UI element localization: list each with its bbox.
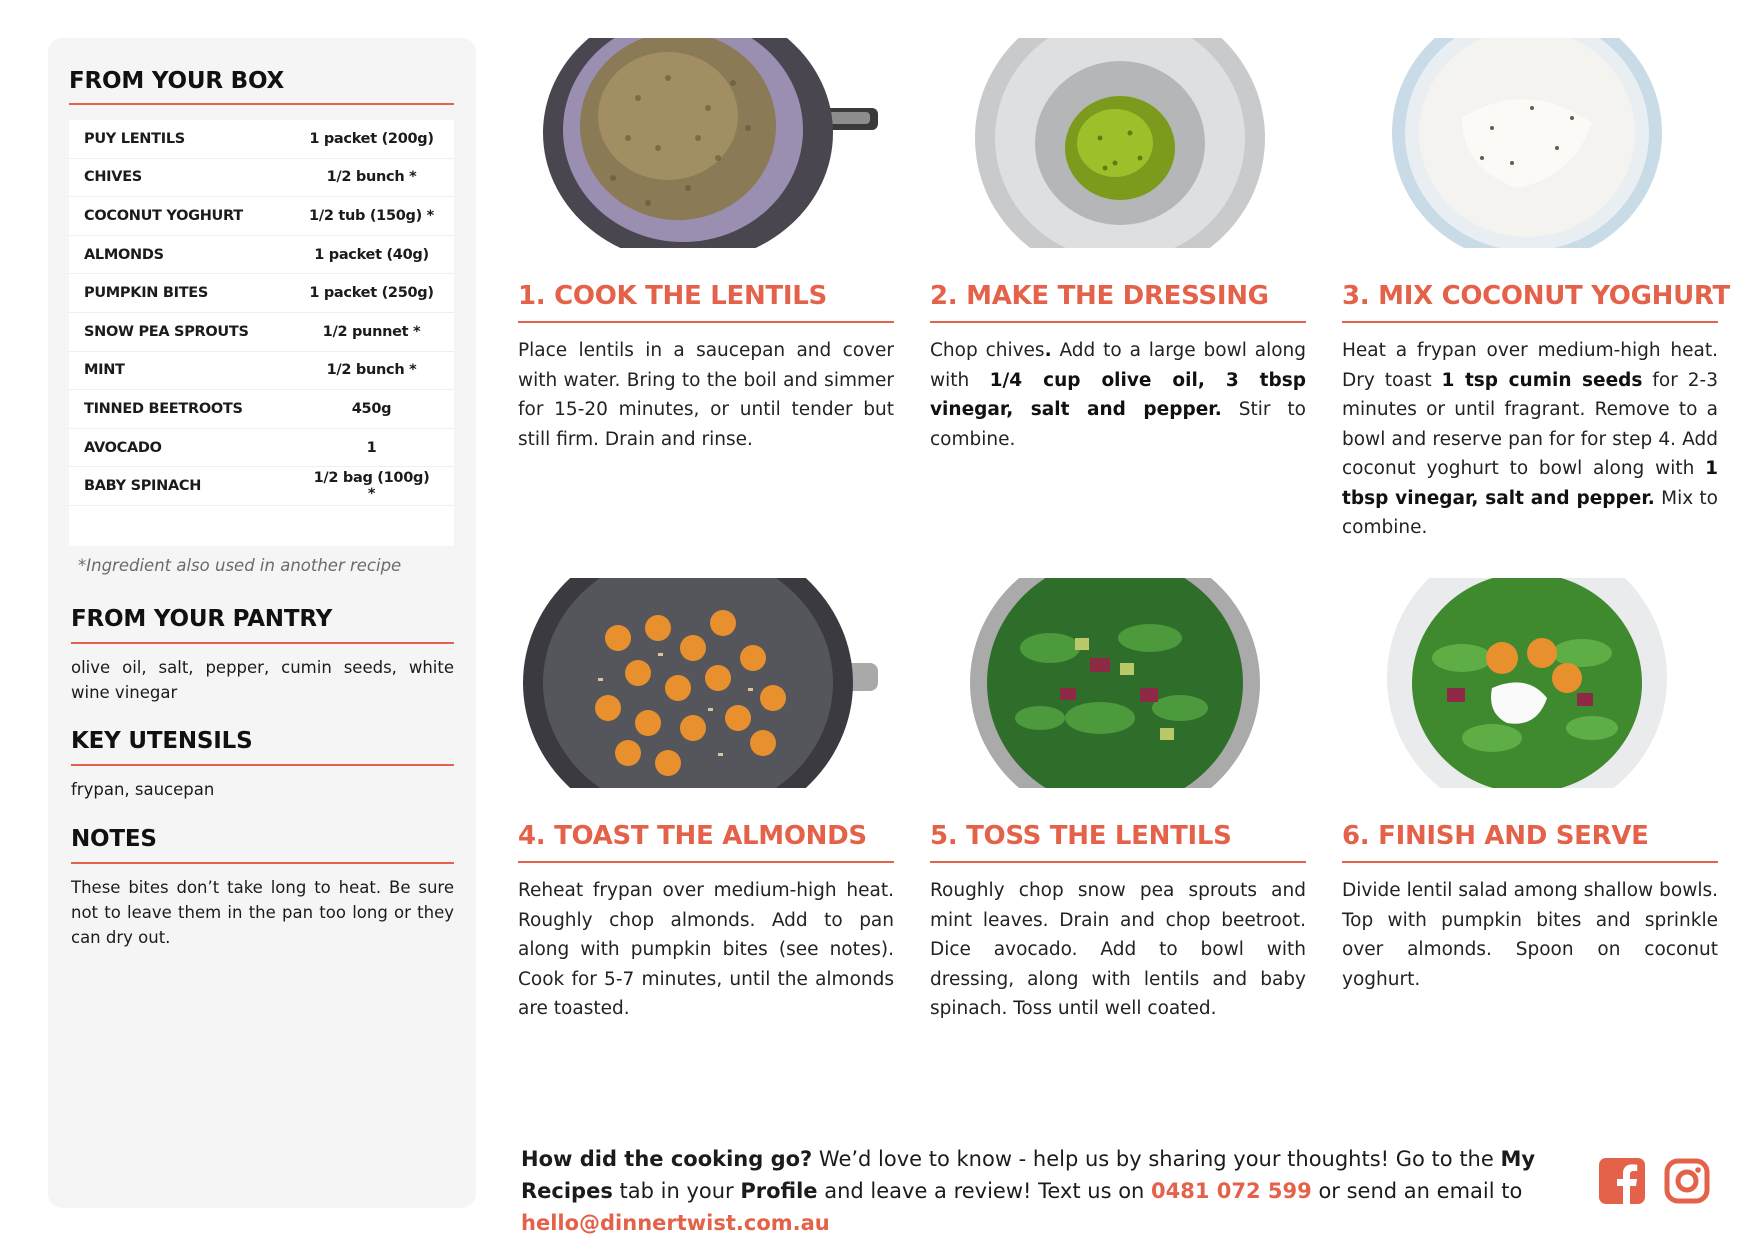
step-3-text <box>1342 336 1718 543</box>
step-2-text <box>930 336 1306 454</box>
ingredient-name: SNOW PEA SPROUTS <box>84 323 249 340</box>
step-text-segment: Chop chives <box>930 340 1045 361</box>
ingredient-quantity: 1/2 bunch * <box>326 169 417 186</box>
step-5-text <box>930 876 1306 1024</box>
ingredients-sidebar <box>48 38 476 1208</box>
feedback-text-1: We’d love to know - help us by sharing your thoughts! Go to the <box>812 1147 1501 1171</box>
feedback-text-4: or send an email to <box>1311 1179 1523 1203</box>
step-6-divider <box>1342 861 1718 863</box>
ingredient-name: BABY SPINACH <box>84 478 202 495</box>
ingredient-row <box>69 467 454 506</box>
step-text-segment: Stir to combine. <box>930 399 1307 450</box>
step-2-title: 2. MAKE THE DRESSING <box>930 281 1269 311</box>
ingredient-row <box>69 159 454 198</box>
lentil-salad-bowl-image <box>930 578 1306 788</box>
chive-dressing-bowl-image <box>930 38 1306 248</box>
step-text-segment: Reheat frypan over medium-high heat. Roughly chop almonds. Add to pan along with pumpkin bites (see notes). Cook for 5-7 minutes, until the almonds are toasted. <box>518 880 894 1019</box>
step-4-title: 4. TOAST THE ALMONDS <box>518 821 867 851</box>
ingredient-table <box>69 120 454 546</box>
ingredient-footnote: *Ingredient also used in another recipe <box>78 556 402 575</box>
step-2-divider <box>930 321 1306 323</box>
email-link[interactable]: hello@dinnertwist.com.au <box>521 1211 830 1235</box>
utensils-text: frypan, saucepan <box>71 780 215 799</box>
pantry-divider <box>71 642 454 644</box>
step-5-divider <box>930 861 1306 863</box>
step-5-title: 5. TOSS THE LENTILS <box>930 821 1232 851</box>
notes-text: These bites don’t take long to heat. Be sure not to leave them in the pan too long or they can dry out. <box>71 878 454 947</box>
notes-title: NOTES <box>71 826 157 852</box>
facebook-icon[interactable] <box>1599 1158 1645 1204</box>
step-text-segment: Mix to combine. <box>1342 487 1718 538</box>
from-box-title: FROM YOUR BOX <box>69 68 285 94</box>
ingredient-quantity: 1/2 tub (150g) * <box>309 207 434 224</box>
step-3-divider <box>1342 321 1718 323</box>
step-text-bold: 1 tbsp vinegar, salt and pepper. <box>1342 458 1718 509</box>
my-recipes-label: My Recipes <box>521 1147 1536 1203</box>
ingredient-row <box>69 429 454 468</box>
step-6-title: 6. FINISH AND SERVE <box>1342 821 1649 851</box>
ingredient-quantity: 1/2 bunch * <box>326 362 417 379</box>
ingredient-quantity: 1/2 bag (100g) * <box>313 470 430 503</box>
step-4-text <box>518 876 894 1024</box>
step-text-bold: . <box>1044 340 1052 361</box>
step-text-segment: Roughly chop snow pea sprouts and mint leaves. Drain and chop beetroot. Dice avocado. Add to bowl with dressing, along with lentils and baby spinach. Toss until well coated. <box>930 880 1306 1019</box>
utensils-divider <box>71 764 454 766</box>
ingredient-name: AVOCADO <box>84 439 162 456</box>
ingredient-row <box>69 197 454 236</box>
feedback-text-3: and leave a review! Text us on <box>817 1179 1152 1203</box>
step-text-segment: Add to a large bowl along with <box>930 340 1306 391</box>
ingredient-row <box>69 236 454 275</box>
ingredient-quantity: 1 packet (250g) <box>309 285 434 302</box>
ingredient-row <box>69 274 454 313</box>
step-text-segment: Heat a frypan over medium-high heat. Dry toast <box>1342 340 1718 391</box>
ingredient-name: MINT <box>84 362 125 379</box>
ingredient-name: PUY LENTILS <box>84 130 185 147</box>
step-4-divider <box>518 861 894 863</box>
step-text-segment: Place lentils in a saucepan and cover with water. Bring to the boil and simmer for 15-20 minutes, or until tender but still firm. Drain and rinse. <box>518 340 894 450</box>
pantry-text: olive oil, salt, pepper, cumin seeds, white wine vinegar <box>71 658 454 702</box>
utensils-title: KEY UTENSILS <box>71 728 253 754</box>
lentils-in-sieve-image <box>518 38 894 248</box>
pantry-title: FROM YOUR PANTRY <box>71 606 333 632</box>
ingredient-row <box>69 313 454 352</box>
ingredient-name: ALMONDS <box>84 246 164 263</box>
step-text-bold: 1 tsp cumin seeds <box>1441 369 1643 391</box>
step-1-divider <box>518 321 894 323</box>
ingredient-row <box>69 352 454 391</box>
ingredient-row <box>69 390 454 429</box>
feedback-text-2: tab in your <box>612 1179 741 1203</box>
ingredient-name: TINNED BEETROOTS <box>84 400 243 417</box>
phone-link[interactable]: 0481 072 599 <box>1151 1179 1312 1203</box>
ingredient-quantity: 1 <box>366 439 377 456</box>
step-text-segment: for 2-3 minutes or until fragrant. Remove to a bowl and reserve pan for for step 4. Add coconut yoghurt to bowl along with <box>1342 369 1718 479</box>
notes-divider <box>71 862 454 864</box>
instagram-icon[interactable] <box>1664 1158 1710 1204</box>
step-text-segment: Divide lentil salad among shallow bowls. Top with pumpkin bites and sprinkle over almonds. Spoon on coconut yoghurt. <box>1342 880 1718 990</box>
step-6-text <box>1342 876 1718 994</box>
from-box-divider <box>69 103 454 105</box>
pumpkin-bites-frypan-image <box>518 578 894 788</box>
ingredient-quantity: 1/2 punnet * <box>322 323 421 340</box>
step-text-bold: 1/4 cup olive oil, 3 tbsp vinegar, salt and pepper. <box>930 369 1306 420</box>
coconut-yoghurt-bowl-image <box>1342 38 1718 248</box>
ingredient-row <box>69 120 454 159</box>
step-3-title: 3. MIX COCONUT YOGHURT <box>1342 281 1730 311</box>
ingredient-name: COCONUT YOGHURT <box>84 207 243 224</box>
step-1-text <box>518 336 894 454</box>
ingredient-name: CHIVES <box>84 169 142 186</box>
ingredient-name: PUMPKIN BITES <box>84 285 209 302</box>
feedback-question: How did the cooking go? <box>521 1147 813 1171</box>
feedback-footer <box>521 1143 1581 1239</box>
step-1-title: 1. COOK THE LENTILS <box>518 281 827 311</box>
ingredient-quantity: 1 packet (200g) <box>309 130 434 147</box>
ingredient-quantity: 1 packet (40g) <box>314 246 429 263</box>
profile-label: Profile <box>740 1179 818 1203</box>
ingredient-quantity: 450g <box>351 400 392 417</box>
served-salad-plate-image <box>1342 578 1718 788</box>
